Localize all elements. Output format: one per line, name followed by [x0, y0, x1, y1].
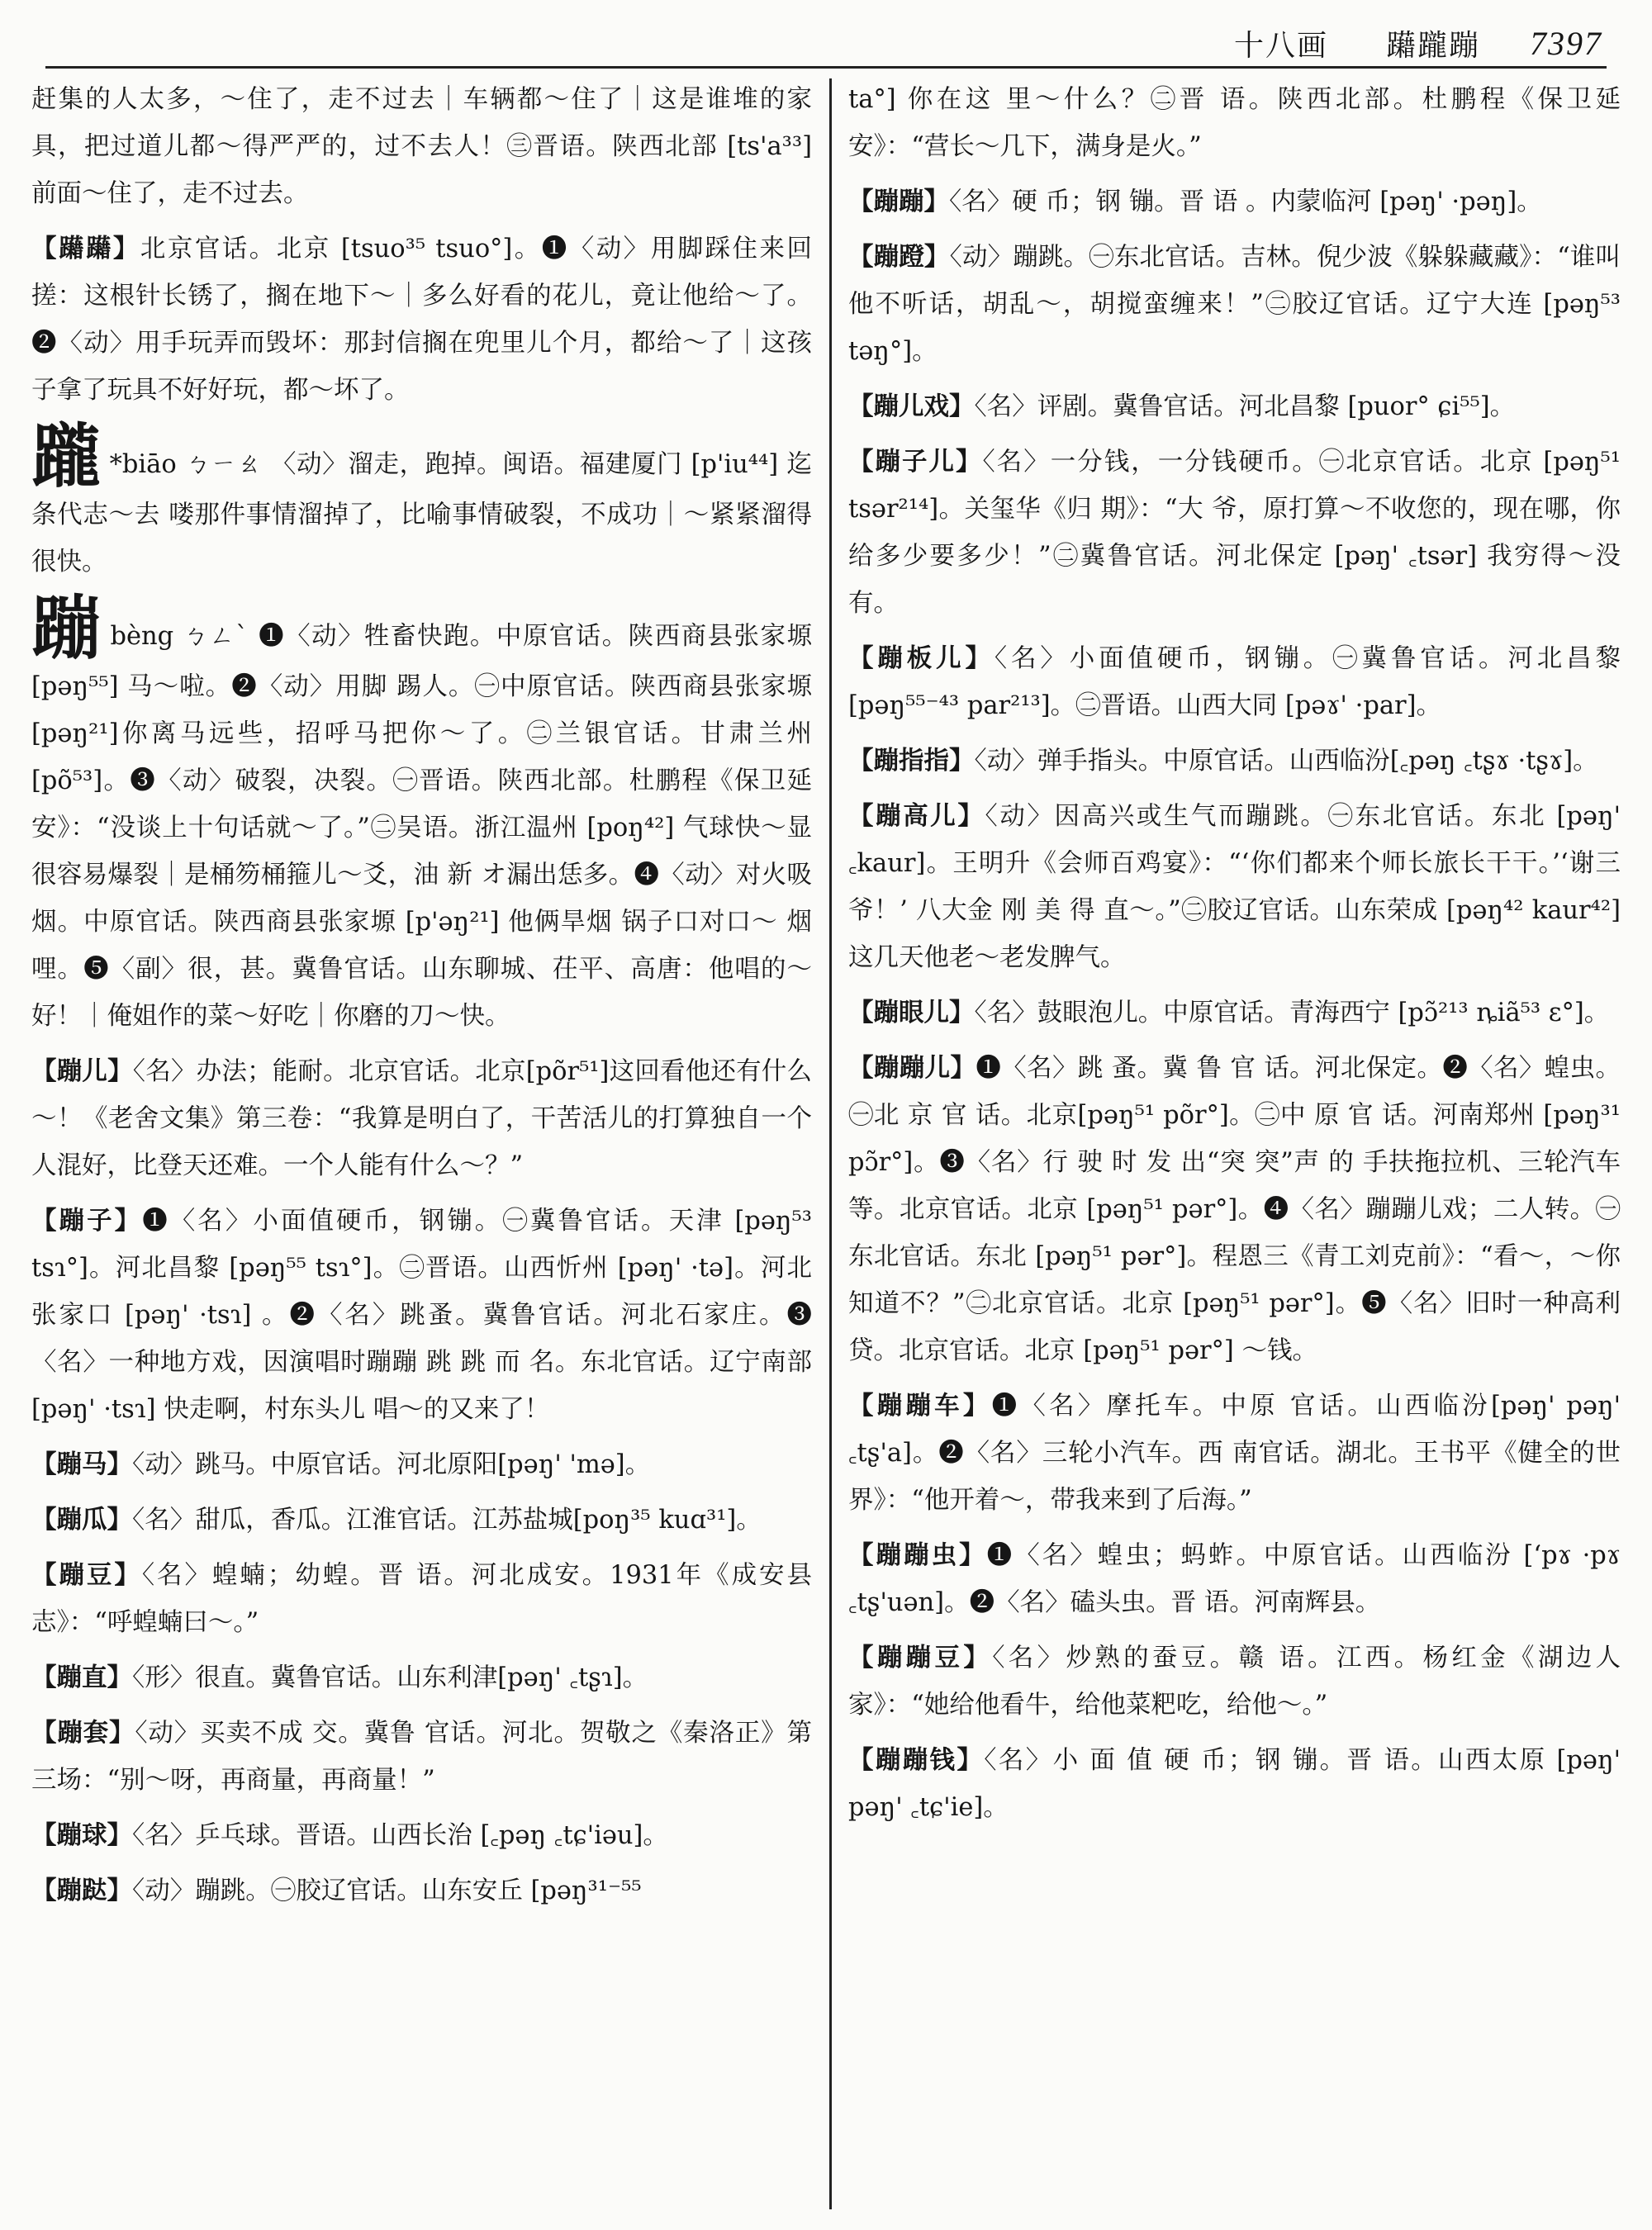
entry-headword: 【蹦蹬】	[848, 242, 950, 272]
entry-text: 〈动〉弹手指头。中原官话。山西临汾[꜀pəŋ ꜀tʂɤ ·tʂɤ]。	[974, 747, 1598, 776]
entry-text: ❶〈名〉蝗虫；蚂蚱。中原官话。山西临汾 [ʻpɤ ·pɤ ꜀tʂ'uən]。❷〈名〉磕头虫。晋 语。河南辉县。	[848, 1541, 1621, 1617]
entry-headword: 【蹦蹦钱】	[848, 1745, 985, 1775]
entry-text: ta°] 你在这 里～什么？㊁晋 语。陕西北部。杜鹏程《保卫延安》：“营长～几下，满身是火。”	[848, 85, 1621, 161]
dictionary-entry	[848, 1532, 1621, 1626]
dictionary-entry	[31, 225, 812, 414]
entry-headword: 【蹦瓜】	[31, 1505, 132, 1535]
entry-headword: 【蹦蹦豆】	[848, 1643, 993, 1672]
dictionary-entry	[848, 234, 1621, 375]
dictionary-entry	[848, 793, 1621, 981]
entry-text: bèng ㄅㄥˋ ❶〈动〉牲畜快跑。中原官话。陕西商县张家塬 [pəŋ⁵⁵] 马～啦。❷〈动〉用脚 踢人。㊀中原官话。陕西商县张家塬 [pəŋ²¹]你离马远些，招呼马把你～了。㊁兰银官话。甘肃兰州 [põ⁵³]。❸〈动〉破裂，决裂。㊀晋语。陕西北部。杜鹏程《保卫延安》：“没谈上十句话就～了。”㊁吴语。浙江温州 [poŋ⁴²] 气球快～显很容易爆裂｜是桶笏桶箍儿～爻，油 新 オ漏出恁多。❹〈动〉对火吸烟。中原官话。陕西商县张家塬 [p'əŋ²¹] 他俩旱烟 锅子口对口～ 烟哩。❺〈副〉很，甚。冀鲁官话。山东聊城、茌平、高唐：他唱的～好！｜俺姐作的菜～好吃｜你磨的刀～快。	[31, 622, 812, 1031]
header-rule	[45, 66, 1607, 69]
entry-text: ❶〈名〉小面值硬币，钢镚。㊀冀鲁官话。天津 [pəŋ⁵³ tsɿ°]。河北昌黎 [pəŋ⁵⁵ tsɿ°]。㊁晋语。山西忻州 [pəŋ' ·tə]。河北张家口 [pəŋ' ·tsɿ] 。❷〈名〉跳蚤。冀鲁官话。河北石家庄。❸〈名〉一种地方戏，因演唱时蹦蹦 跳 跳 而 名。东北官话。辽宁南部 [pəŋ' ·tsɿ] 快走啊，村东头儿 唱～的又来了！	[31, 1207, 813, 1424]
dictionary-entry	[848, 178, 1621, 225]
entry-text: 〈动〉买卖不成 交。冀鲁 官话。河北。贺敬之《秦洛正》第三场：“别～呀，再商量，再商量！”	[31, 1719, 813, 1795]
entry-headword: 【蹦套】	[31, 1718, 135, 1748]
dictionary-entry	[31, 1710, 812, 1804]
entry-headword: 【蹦高儿】	[848, 801, 985, 831]
dictionary-entry	[848, 1737, 1621, 1831]
entry-headword: 【蹦眼儿】	[848, 998, 975, 1027]
dictionary-entry	[31, 1048, 812, 1189]
section-title: 十八画	[1233, 28, 1328, 63]
dictionary-entry	[31, 1812, 812, 1859]
dictionary-entry	[31, 76, 812, 217]
entry-text: 〈动〉蹦跳。㊀胶辽官话。山东安丘 [pəŋ³¹⁻⁵⁵	[132, 1877, 642, 1905]
entry-text: 〈名〉小 面 值 硬 币；钢 镚。晋 语。山西太原 [pəŋ' pəŋ' ꜀tɕ'ie]。	[848, 1746, 1621, 1822]
entry-text: 〈动〉蹦跳。㊀东北官话。吉林。倪少波《躲躲藏藏》：“谁叫他不听话，胡乱～，胡搅蛮缠来！”㊁胶辽官话。辽宁大连 [pəŋ⁵³ təŋ°]。	[848, 243, 1621, 366]
entry-headword: 【蹦儿戏】	[848, 391, 975, 421]
entry-headword: 【蹦蹦虫】	[848, 1540, 987, 1570]
entry-headword: 【蹦直】	[31, 1663, 132, 1692]
dictionary-entry	[848, 383, 1621, 430]
entry-headword: 【蹦蹦】	[848, 187, 949, 216]
entry-text: 赶集的人太多，～住了，走不过去｜车辆都～住了｜这是谁堆的家具，把过道儿都～得严严的，过不去人！㊂晋语。陕西北部 [ts'a³³] 前面～住了，走不过去。	[31, 85, 812, 208]
entry-headword: 【蹦蹦车】	[848, 1391, 992, 1421]
dictionary-entry	[31, 587, 812, 1040]
dictionary-entry	[848, 1045, 1621, 1374]
entry-text: 〈动〉因高兴或生气而蹦跳。㊀东北官话。东北 [pəŋ' ꜀kaur]。王明升《会师百鸡宴》：“‘你们都来个师长旅长干干。’‘谢三爷！’ 八大金 刚 美 得 直～。”㊁胶辽官话。山东荣成 [pəŋ⁴² kaur⁴²] 这几天他老～老发脾气。	[848, 802, 1621, 972]
entry-headword: 【蹦豆】	[31, 1560, 142, 1590]
left-column	[31, 76, 812, 1923]
entry-text: 〈名〉蝗蝻；幼蝗。晋 语。河北成安。1931年《成安县志》：“呼蝗蝻曰～。”	[31, 1561, 812, 1637]
dictionary-entry	[31, 415, 812, 586]
dictionary-entry	[848, 76, 1621, 170]
entry-headword: 【蹦跶】	[31, 1876, 132, 1905]
entry-headword: 【蹦蹦儿】	[848, 1053, 976, 1083]
dictionary-entry	[848, 738, 1621, 785]
entry-text: 〈名〉鼓眼泡儿。中原官话。青海西宁 [pɔ̃²¹³ ȵiã⁵³ ɛ°]。	[974, 999, 1610, 1027]
entry-text: *biāo ㄅㄧㄠ 〈动〉溜走，跑掉。闽语。福建厦门 [p'iu⁴⁴] 迄条代志～去 喽那件事情溜掉了，比喻事情破裂，不成功｜～紧紧溜得很快。	[31, 450, 812, 576]
dictionary-entry	[848, 635, 1621, 729]
entry-text: 北京官话。北京 [tsuo³⁵ tsuo°]。❶〈动〉用脚踩住来回搓：这根针长锈了，搁在地下～｜多么好看的花儿，竟让他给～了。❷〈动〉用手玩弄而毁坏：那封信搁在兜里儿个月，都给～了｜这孩子拿了玩具不好好玩，都～坏了。	[31, 235, 812, 405]
entry-text: 〈名〉乒乓球。晋语。山西长治 [꜀pəŋ ꜀tɕ'iəu]。	[132, 1821, 668, 1850]
entry-text: 〈形〉很直。冀鲁官话。山东利津[pəŋ' ꜀tʂɿ]。	[132, 1663, 648, 1692]
dictionary-entry	[31, 1198, 812, 1433]
dictionary-entry	[848, 439, 1621, 627]
entry-text: 〈名〉炒熟的蚕豆。赣 语。江西。杨红金《湖边人家》：“她给他看牛，给他菜粑吃，给他～。”	[848, 1644, 1621, 1720]
column-divider	[829, 78, 832, 2209]
dictionary-entry	[848, 1383, 1621, 1524]
right-column	[848, 76, 1621, 1839]
entry-headword: 【躤躤】	[31, 234, 140, 263]
dictionary-entry	[31, 1867, 812, 1914]
entry-text: 〈动〉跳马。中原官话。河北原阳[pəŋ' 'mə]。	[132, 1450, 651, 1479]
entry-headword: 蹦	[31, 587, 102, 669]
entry-text: 〈名〉评剧。冀鲁官话。河北昌黎 [puor° ɕi⁵⁵]。	[974, 392, 1516, 421]
entry-headword: 【蹦子儿】	[848, 447, 983, 477]
dictionary-entry	[31, 1497, 812, 1544]
dictionary-entry	[848, 989, 1621, 1037]
dictionary-entry	[31, 1441, 812, 1488]
page-header	[1222, 18, 1602, 68]
entry-text: ❶〈名〉摩托车。中原 官话。山西临汾[pəŋ' pəŋ' ꜀tʂ'a]。❷〈名〉三轮小汽车。西 南官话。湖北。王书平《健全的世界》：“他开着～，带我来到了后海。”	[848, 1392, 1621, 1515]
entry-headword: 【蹦儿】	[31, 1056, 133, 1086]
entry-text: ❶〈名〉跳 蚤。冀 鲁 官 话。河北保定。❷〈名〉蝗虫。㊀北 京 官 话。北京[pəŋ⁵¹ põr°]。㊁中 原 官 话。河南郑州 [pəŋ³¹ pɔ̃r°]。❸〈名〉行 驶 时 发 出“突 突”声 的 手扶拖拉机、三轮汽车等。北京官话。北京 [pəŋ⁵¹ pər°]。❹〈名〉蹦蹦儿戏；二人转。㊀东北官话。东北 [pəŋ⁵¹ pər°]。程恩三《青工刘克前》：“看～，～你知道不？”㊁北京官话。北京 [pəŋ⁵¹ pər°]。❺〈名〉旧时一种高利贷。北京官话。北京 [pəŋ⁵¹ pər°] ～钱。	[848, 1054, 1621, 1365]
entry-text: 〈名〉甜瓜，香瓜。江淮官话。江苏盐城[poŋ³⁵ kuɑ³¹]。	[132, 1506, 762, 1535]
entry-headword: 【蹦子】	[31, 1206, 143, 1236]
dictionary-entry	[848, 1635, 1621, 1729]
dictionary-entry	[31, 1552, 812, 1646]
header-characters: 躤躘蹦	[1385, 28, 1480, 63]
entry-headword: 躘	[31, 415, 102, 497]
entry-headword: 【蹦球】	[31, 1820, 132, 1850]
dictionary-entry	[31, 1654, 812, 1701]
entry-headword: 【蹦指指】	[848, 746, 975, 776]
entry-text: 〈名〉小面值硬币，钢镚。㊀冀鲁官话。河北昌黎 [pəŋ⁵⁵⁻⁴³ par²¹³]。㊁晋语。山西大同 [pəɤ' ·par]。	[848, 644, 1621, 720]
entry-headword: 【蹦马】	[31, 1450, 132, 1479]
entry-text: 〈名〉一分钱，一分钱硬币。㊀北京官话。北京 [pəŋ⁵¹ tsər²¹⁴]。关玺华《归 期》：“大 爷，原打算～不收您的，现在哪，你给多少要多少！”㊁冀鲁官话。河北保定 [pəŋ' ꜀tsər] 我穷得～没有。	[848, 448, 1621, 618]
entry-text: 〈名〉硬 币；钢 镚。晋 语 。内蒙临河 [pəŋ' ·pəŋ]。	[949, 187, 1542, 216]
page-number: 7397	[1530, 24, 1602, 62]
entry-headword: 【蹦板儿】	[848, 643, 995, 673]
entry-text: 〈名〉办法；能耐。北京官话。北京[põr⁵¹]这回看他还有什么～！《老舍文集》第三卷：“我算是明白了，干苦活儿的打算独自一个人混好，比登天还难。一个人能有什么～？”	[31, 1057, 813, 1180]
